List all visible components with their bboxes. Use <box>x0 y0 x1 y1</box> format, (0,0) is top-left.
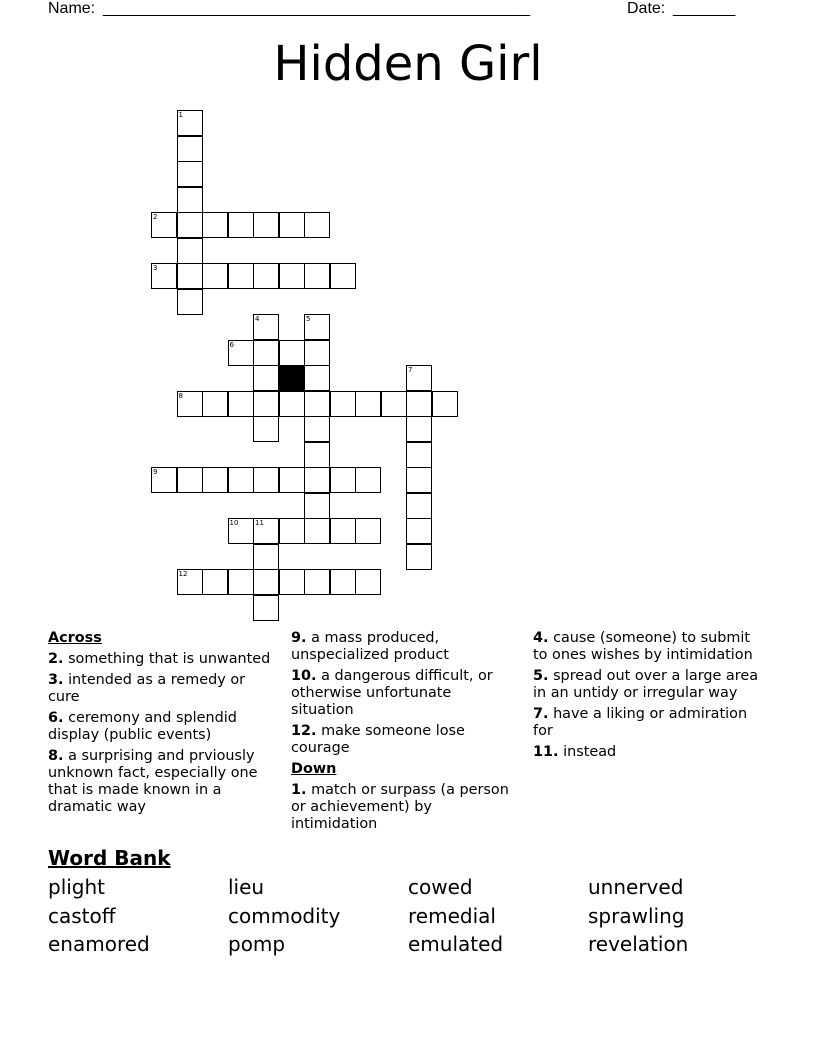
grid-cell[interactable] <box>304 518 330 544</box>
grid-cell[interactable] <box>253 365 279 391</box>
word-bank-item: commodity <box>228 904 341 928</box>
clue-down-5: 5. spread out over a large area in an untidy or irregular way <box>533 668 759 701</box>
word-bank-item: lieu <box>228 875 265 899</box>
across-heading: Across <box>48 630 102 646</box>
grid-cell[interactable] <box>228 391 254 417</box>
grid-cell[interactable] <box>177 212 203 238</box>
cell-number: 3 <box>153 264 158 272</box>
grid-cell[interactable] <box>253 467 279 493</box>
grid-cell[interactable] <box>279 467 305 493</box>
grid-cell[interactable] <box>253 416 279 442</box>
grid-cell[interactable] <box>432 391 458 417</box>
cell-number: 12 <box>178 570 188 578</box>
word-bank-title: Word Bank <box>48 846 171 870</box>
grid-cell[interactable] <box>177 467 203 493</box>
grid-cell[interactable] <box>355 518 381 544</box>
grid-cell[interactable] <box>202 263 228 289</box>
cell-number: 2 <box>153 213 158 221</box>
grid-cell[interactable] <box>406 518 432 544</box>
grid-cell[interactable] <box>228 212 254 238</box>
word-bank-item: unnerved <box>588 875 684 899</box>
grid-cell[interactable] <box>177 161 203 187</box>
cell-number: 7 <box>408 366 413 374</box>
word-bank-item: emulated <box>408 932 504 956</box>
grid-cell[interactable] <box>202 569 228 595</box>
grid-cell[interactable] <box>177 187 203 213</box>
grid-cell[interactable] <box>406 391 432 417</box>
word-bank-item: sprawling <box>588 904 685 928</box>
clues-column-2 <box>291 629 516 837</box>
grid-cell[interactable] <box>177 289 203 315</box>
grid-cell[interactable] <box>279 391 305 417</box>
word-bank-item: revelation <box>588 932 689 956</box>
grid-cell[interactable] <box>381 391 407 417</box>
grid-cell[interactable] <box>304 212 330 238</box>
clue-down-7: 7. have a liking or admiration for <box>533 706 748 739</box>
clues-column-3 <box>533 629 758 765</box>
grid-cell[interactable] <box>279 569 305 595</box>
grid-cell[interactable] <box>330 518 356 544</box>
grid-cell[interactable] <box>279 518 305 544</box>
cell-number: 6 <box>229 340 234 349</box>
clue-down-11: 11. instead <box>533 744 617 760</box>
clue-across-6: 6. ceremony and splendid display (public events) <box>48 710 237 743</box>
grid-cell[interactable] <box>304 416 330 442</box>
clue-down-4: 4. cause (someone) to submit to ones wishes by intimidation <box>533 630 753 663</box>
grid-cell[interactable] <box>330 467 356 493</box>
grid-cell[interactable] <box>228 263 254 289</box>
grid-cell[interactable] <box>304 365 330 391</box>
down-heading: Down <box>291 761 337 777</box>
grid-cell[interactable] <box>406 416 432 442</box>
grid-cell[interactable] <box>202 391 228 417</box>
cell-number: 11 <box>255 519 264 527</box>
cell-number: 10 <box>229 519 239 527</box>
grid-cell[interactable] <box>253 569 279 595</box>
grid-cell[interactable] <box>228 569 254 595</box>
grid-cell[interactable] <box>177 136 203 162</box>
grid-cell[interactable] <box>202 212 228 238</box>
grid-cell[interactable] <box>304 391 330 417</box>
cell-number: 9 <box>153 468 158 476</box>
name-field[interactable]: ________________________________________________ <box>103 0 531 17</box>
word-bank-item: castoff <box>48 904 116 928</box>
clue-across-3: 3. intended as a remedy or cure <box>48 672 246 705</box>
word-bank-item: cowed <box>408 875 473 899</box>
cell-number: 4 <box>255 315 260 323</box>
grid-cell[interactable] <box>355 391 381 417</box>
date-field[interactable]: _______ <box>673 0 736 17</box>
grid-cell[interactable] <box>304 263 330 289</box>
grid-cell[interactable] <box>406 442 432 468</box>
grid-cell[interactable] <box>253 340 279 366</box>
grid-cell[interactable] <box>304 467 330 493</box>
grid-cell[interactable] <box>202 467 228 493</box>
clues-column-1 <box>48 629 273 820</box>
grid-cell[interactable] <box>355 569 381 595</box>
word-bank-item: enamored <box>48 932 150 956</box>
page-title: Hidden Girl <box>273 36 543 92</box>
grid-cell[interactable] <box>304 569 330 595</box>
black-cell <box>279 365 305 391</box>
word-bank-item: pomp <box>228 932 286 956</box>
grid-cell[interactable] <box>253 263 279 289</box>
word-bank-item: remedial <box>408 904 496 928</box>
grid-cell[interactable] <box>253 212 279 238</box>
grid-cell[interactable] <box>279 263 305 289</box>
name-label: Name: <box>48 0 96 17</box>
clue-across-2: 2. something that is unwanted <box>48 651 271 667</box>
grid-cell[interactable] <box>304 493 330 519</box>
clue-across-10: 10. a dangerous difficult, or otherwise unfortunate situation <box>291 668 493 718</box>
grid-cell[interactable] <box>406 467 432 493</box>
clue-down-1: 1. match or surpass (a person or achievement) by intimidation <box>291 782 509 832</box>
cell-number: 8 <box>178 391 183 400</box>
clue-across-12: 12. make someone lose courage <box>291 723 465 756</box>
cell-number: 1 <box>178 111 183 119</box>
grid-cell[interactable] <box>406 544 432 570</box>
grid-cell[interactable] <box>177 263 203 289</box>
grid-cell[interactable] <box>304 340 330 366</box>
grid-cell[interactable] <box>253 595 279 621</box>
grid-cell[interactable] <box>253 544 279 570</box>
grid-cell[interactable] <box>355 467 381 493</box>
grid-cell[interactable] <box>228 467 254 493</box>
grid-cell[interactable] <box>330 391 356 417</box>
grid-cell[interactable] <box>330 263 356 289</box>
cell-number: 5 <box>306 315 311 323</box>
clue-across-9: 9. a mass produced, unspecialized product <box>291 630 449 663</box>
grid-cell[interactable] <box>304 442 330 468</box>
grid-cell[interactable] <box>177 238 203 264</box>
grid-cell[interactable] <box>253 391 279 417</box>
grid-cell[interactable] <box>406 493 432 519</box>
grid-cell[interactable] <box>330 569 356 595</box>
word-bank-item: plight <box>48 875 106 899</box>
date-label: Date: <box>627 0 666 17</box>
grid-cell[interactable] <box>279 212 305 238</box>
grid-cell[interactable] <box>279 340 305 366</box>
clue-across-8: 8. a surprising and prviously unknown fact, especially one that is made known in a dramatic way <box>48 748 258 815</box>
